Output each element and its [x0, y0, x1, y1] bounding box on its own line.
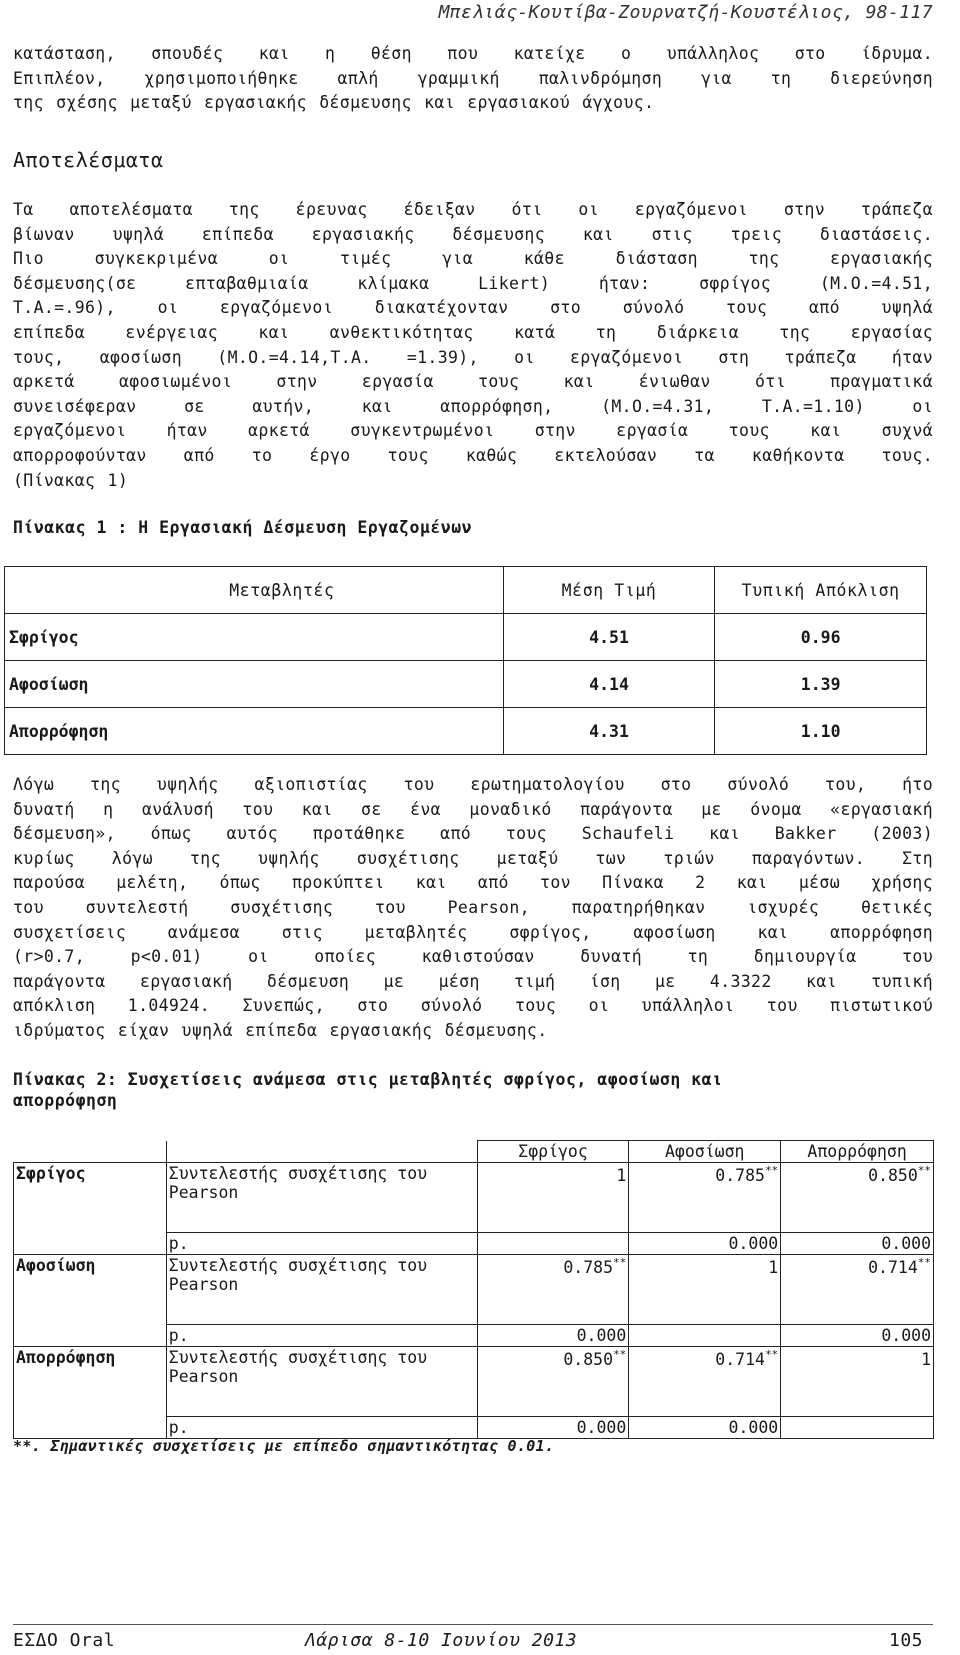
running-head: Μπελιάς-Κουτίβα-Ζουρνατζή-Κουστέλιος, 98-117 — [438, 2, 933, 23]
sd-cell: 1.39 — [715, 661, 927, 708]
text-line: αρκετά αφοσιωμένοι στην εργασία τους και ένιωθαν ότι πραγματικά — [13, 372, 933, 392]
stat-label: p. — [166, 1233, 477, 1255]
table-row — [14, 1255, 934, 1325]
r-cell: 0.785** — [629, 1163, 781, 1233]
analysis-paragraph — [13, 773, 933, 1044]
p-cell — [477, 1233, 628, 1255]
document-page — [9, 0, 933, 1655]
row-label: Απορρόφηση — [5, 708, 504, 755]
intro-paragraph — [13, 42, 933, 116]
table2-footnote: **. Σημαντικές συσχετίσεις με επίπεδο σημαντικότητας 0.01. — [13, 1437, 555, 1455]
text-line: παράγοντα εργασιακή δέσμευση με μέση τιμή ίση με 4.3322 και τυπική — [13, 971, 933, 991]
table-row — [5, 708, 927, 755]
footer-conference: ΕΣΔΟ Oral — [13, 1630, 116, 1651]
table-row — [14, 1163, 934, 1233]
p-cell: 0.000 — [629, 1417, 781, 1439]
table-row — [5, 661, 927, 708]
table2-caption — [13, 1070, 723, 1110]
text-line: κυρίως λόγω της υψηλής συσχέτισης μεταξύ των τριών παραγόντων. Στη — [13, 848, 933, 868]
table2-caption-line: απορρόφηση — [13, 1091, 118, 1110]
r-cell: 1 — [477, 1163, 628, 1233]
text-line: ιδρύματος είχαν υψηλά επίπεδα εργασιακής δέσμευσης. — [13, 1020, 548, 1040]
p-cell — [781, 1417, 934, 1439]
text-line: του συντελεστή συσχέτισης του Pearson, παρατηρήθηκαν ισχυρές θετικές — [13, 897, 933, 917]
sd-cell: 0.96 — [715, 614, 927, 661]
column-header: Απορρόφηση — [781, 1141, 934, 1163]
table2-caption-line: Πίνακας 2: Συσχετίσεις ανάμεσα στις μεταβλητές σφρίγος, αφοσίωση και — [13, 1070, 723, 1089]
table-header-row — [14, 1141, 934, 1163]
text-line: τους, αφοσίωση (Μ.Ο.=4.14,Τ.Α. =1.39), οι εργαζόμενοι στη τράπεζα ήταν — [13, 347, 933, 367]
table-row — [14, 1347, 934, 1417]
text-line: συσχετίσεις ανάμεσα στις μεταβλητές σφρίγος, αφοσίωση και απορρόφηση — [13, 922, 933, 942]
row-label: Αφοσίωση — [5, 661, 504, 708]
sd-cell: 1.10 — [715, 708, 927, 755]
column-header: Μέση Τιμή — [503, 567, 715, 614]
p-cell: 0.000 — [477, 1417, 628, 1439]
column-header: Μεταβλητές — [5, 567, 504, 614]
r-cell: 0.785** — [477, 1255, 628, 1325]
r-cell: 0.714** — [629, 1347, 781, 1417]
stat-label: p. — [166, 1325, 477, 1347]
r-cell: 0.714** — [781, 1255, 934, 1325]
p-cell: 0.000 — [629, 1233, 781, 1255]
text-line: Επιπλέον, χρησιμοποιήθηκε απλή γραμμική παλινδρόμηση για τη διερεύνηση — [13, 68, 933, 88]
mean-cell: 4.51 — [503, 614, 715, 661]
text-line: της σχέσης μεταξύ εργασιακής δέσμευσης και εργασιακού άγχους. — [13, 93, 655, 113]
table1-engagement — [4, 566, 927, 755]
r-cell: 0.850** — [477, 1347, 628, 1417]
text-line: Πιο συγκεκριμένα οι τιμές για κάθε διάσταση της εργασιακής — [13, 249, 933, 269]
stat-label: Συντελεστής συσχέτισης του Pearson — [166, 1255, 477, 1325]
p-cell — [629, 1325, 781, 1347]
text-line: δέσμευσης(σε επταβαθμιαία κλίμακα Likert) ήταν: σφρίγος (Μ.Ο.=4.51, — [13, 273, 933, 293]
text-line: επίπεδα ενέργειας και ανθεκτικότητας κατά τη διάρκεια της εργασίας — [13, 322, 933, 342]
stat-label: Συντελεστής συσχέτισης του Pearson — [166, 1163, 477, 1233]
p-cell: 0.000 — [781, 1325, 934, 1347]
text-line: απόκλιση 1.04924. Συνεπώς, στο σύνολό τους οι υπάλληλοι του πιστωτικού — [13, 996, 933, 1016]
row-label: Απορρόφηση — [14, 1347, 167, 1439]
text-line: δυνατή η ανάλυσή του και σε ένα μοναδικό παράγοντα με όνομα «εργασιακή — [13, 799, 933, 819]
text-line: Λόγω της υψηλής αξιοπιστίας του ερωτηματολογίου στο σύνολό του, ήτο — [13, 775, 933, 794]
text-line: δέσμευση», όπως αυτός προτάθηκε από τους Schaufeli και Bakker (2003) — [13, 824, 933, 844]
text-line: (r>0.7, p<0.01) οι οποίες καθιστούσαν δυνατή τη δημιουργία του — [13, 947, 933, 967]
section-title-results: Αποτελέσματα — [13, 148, 164, 172]
r-cell: 1 — [781, 1347, 934, 1417]
row-label: Αφοσίωση — [14, 1255, 167, 1347]
mean-cell: 4.31 — [503, 708, 715, 755]
text-line: συνεισέφεραν σε αυτήν, και απορρόφηση, (Μ.Ο.=4.31, Τ.Α.=1.10) οι — [13, 396, 933, 416]
row-label: Σφρίγος — [14, 1163, 167, 1255]
text-line: Τ.Α.=.96), οι εργαζόμενοι διακατέχονταν στο σύνολό τους από υψηλά — [13, 298, 933, 318]
stat-label: Συντελεστής συσχέτισης του Pearson — [166, 1347, 477, 1417]
page-number: 105 — [888, 1630, 923, 1651]
column-header: Σφρίγος — [477, 1141, 628, 1163]
r-cell: 1 — [629, 1255, 781, 1325]
text-line: Τα αποτελέσματα της έρευνας έδειξαν ότι οι εργαζόμενοι στην τράπεζα — [13, 200, 933, 219]
column-header: Αφοσίωση — [629, 1141, 781, 1163]
table-row — [5, 614, 927, 661]
text-line: (Πίνακας 1) — [13, 470, 129, 490]
footer-divider — [13, 1624, 933, 1625]
results-paragraph — [13, 198, 933, 493]
text-line: εργαζόμενοι ήταν αρκετά συγκεντρωμένοι στην εργασία τους και συχνά — [13, 421, 933, 441]
mean-cell: 4.14 — [503, 661, 715, 708]
stat-label: p. — [166, 1417, 477, 1439]
p-cell: 0.000 — [477, 1325, 628, 1347]
footer-date-location: Λάρισα 8-10 Ιουνίου 2013 — [305, 1630, 578, 1651]
column-header: Τυπική Απόκλιση — [715, 567, 927, 614]
text-line: βίωναν υψηλά επίπεδα εργασιακής δέσμευσης και στις τρεις διαστάσεις. — [13, 224, 933, 244]
text-line: κατάσταση, σπουδές και η θέση που κατείχε ο υπάλληλος στο ίδρυμα. — [13, 44, 933, 63]
text-line: απορροφούνταν από το έργο τους καθώς εκτελούσαν τα καθήκοντα τους. — [13, 445, 933, 465]
row-label: Σφρίγος — [5, 614, 504, 661]
r-cell: 0.850** — [781, 1163, 934, 1233]
p-cell: 0.000 — [781, 1233, 934, 1255]
text-line: παρούσα μελέτη, όπως προκύπτει και από τον Πίνακα 2 και μέσω χρήσης — [13, 873, 933, 893]
table2-correlations — [13, 1140, 934, 1439]
table-header-row — [5, 567, 927, 614]
table1-caption: Πίνακας 1 : Η Εργασιακή Δέσμευση Εργαζομένων — [13, 518, 473, 537]
